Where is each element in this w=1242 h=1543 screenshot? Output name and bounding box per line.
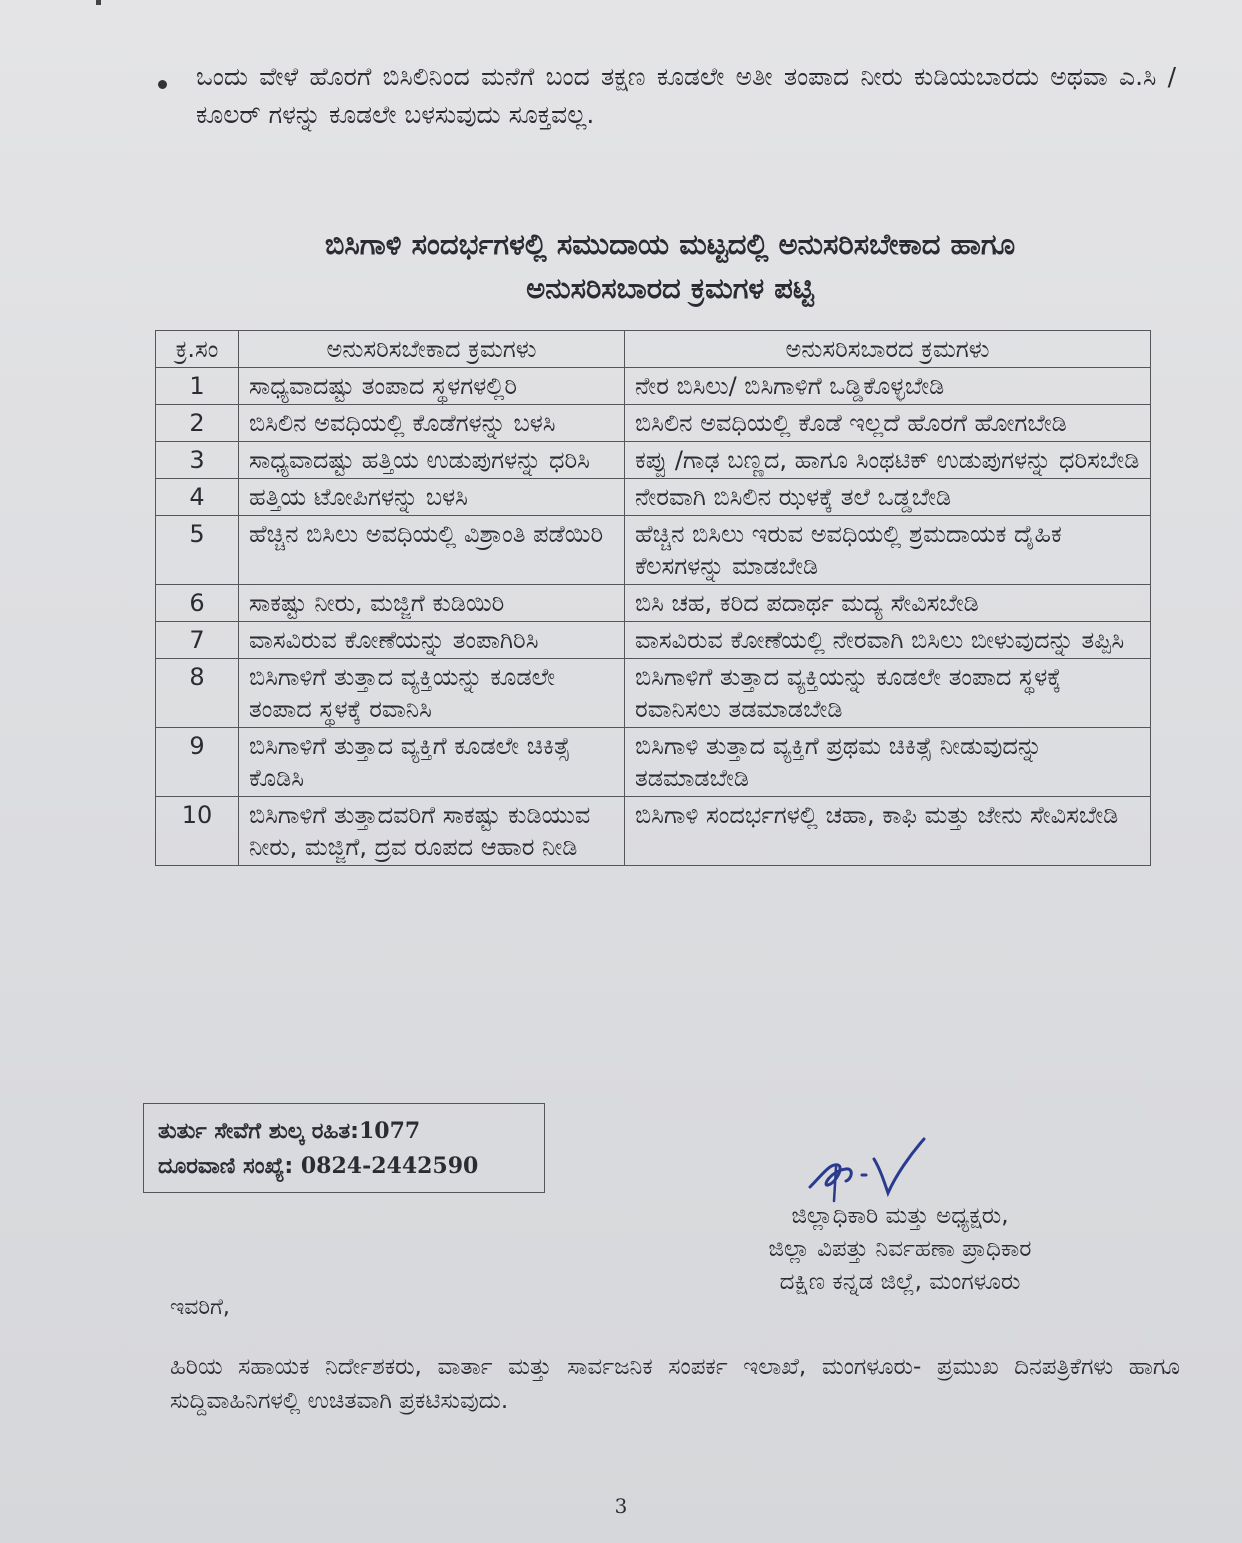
table-row: [156, 479, 1151, 516]
table-row: [156, 622, 1151, 659]
phone-line: [158, 1149, 530, 1184]
publication-note: ಹಿರಿಯ ಸಹಾಯಕ ನಿರ್ದೇಶಕರು, ವಾರ್ತಾ ಮತ್ತು ಸಾರ್ವಜನಿಕ ಸಂಪರ್ಕ ಇಲಾಖೆ, ಮಂಗಳೂರು- ಪ್ರಮುಖ ದಿನಪತ್ರಿಕೆಗಳು ಹಾಗೂ ಸುದ್ದಿವಾಹಿನಿಗಳಲ್ಲಿ ಉಚಿತವಾಗಿ ಪ್ರಕಟಿಸುವುದು.: [170, 1354, 1180, 1414]
row-do: ಬಿಸಿಗಾಳಿಗೆ ತುತ್ತಾದ ವ್ಯಕ್ತಿಗೆ ಕೂಡಲೇ ಚಿಕಿತ್ಸೆ ಕೊಡಿಸಿ: [239, 728, 625, 797]
row-dont: ನೇರ ಬಿಸಿಲು/ ಬಿಸಿಗಾಳಿಗೆ ಒಡ್ಡಿಕೊಳ್ಳಬೇಡಿ: [625, 368, 1151, 405]
table-row: [156, 405, 1151, 442]
row-number: 4: [156, 479, 239, 516]
table-row: [156, 659, 1151, 728]
emergency-label: ತುರ್ತು ಸೇವೆಗೆ ಶುಲ್ಕ ರಹಿತ:: [158, 1119, 359, 1144]
row-number: 5: [156, 516, 239, 585]
table-row: [156, 585, 1151, 622]
row-do: ಬಿಸಿಗಾಳಿಗೆ ತುತ್ತಾದವರಿಗೆ ಸಾಕಷ್ಟು ಕುಡಿಯುವ ನೀರು, ಮಜ್ಜಿಗೆ, ದ್ರವ ರೂಪದ ಆಹಾರ ನೀಡಿ: [239, 797, 625, 866]
table-row: [156, 442, 1151, 479]
row-number: 2: [156, 405, 239, 442]
row-do: ಸಾಕಷ್ಟು ನೀರು, ಮಜ್ಜಿಗೆ ಕುಡಿಯಿರಿ: [239, 585, 625, 622]
header-serial: ಕ್ರ.ಸಂ: [156, 331, 239, 368]
emergency-number: 1077: [358, 1118, 421, 1144]
page-number: 3: [614, 1494, 628, 1518]
bullet-icon: [158, 80, 167, 89]
table-row: [156, 797, 1151, 866]
row-dont: ಬಿಸಿಗಾಳಿಗೆ ತುತ್ತಾದ ವ್ಯಕ್ತಿಯನ್ನು ಕೂಡಲೇ ತಂಪಾದ ಸ್ಥಳಕ್ಕೆ ರವಾನಿಸಲು ತಡಮಾಡಬೇಡಿ: [625, 659, 1151, 728]
recipient-label: ಇವರಿಗೆ,: [170, 1295, 230, 1320]
row-number: 1: [156, 368, 239, 405]
heading-line-2: ಅನುಸರಿಸಬಾರದ ಕ್ರಮಗಳ ಪಟ್ಟಿ: [526, 271, 814, 305]
signature-image: [800, 1135, 940, 1209]
helpline-box: [143, 1103, 545, 1193]
row-do: ಹೆಚ್ಚಿನ ಬಿಸಿಲು ಅವಧಿಯಲ್ಲಿ ವಿಶ್ರಾಂತಿ ಪಡೆಯಿರಿ: [239, 516, 625, 585]
row-dont: ನೇರವಾಗಿ ಬಿಸಿಲಿನ ಝಳಕ್ಕೆ ತಲೆ ಒಡ್ಡಬೇಡಿ: [625, 479, 1151, 516]
signatory-block: [650, 1200, 1150, 1299]
signatory-line-3: ದಕ್ಷಿಣ ಕನ್ನಡ ಜಿಲ್ಲೆ, ಮಂಗಳೂರು: [779, 1269, 1021, 1295]
row-dont: ಹೆಚ್ಚಿನ ಬಿಸಿಲು ಇರುವ ಅವಧಿಯಲ್ಲಿ ಶ್ರಮದಾಯಕ ದೈಹಿಕ ಕೆಲಸಗಳನ್ನು ಮಾಡಬೇಡಿ: [625, 516, 1151, 585]
row-number: 9: [156, 728, 239, 797]
row-number: 6: [156, 585, 239, 622]
row-number: 8: [156, 659, 239, 728]
row-do: ವಾಸವಿರುವ ಕೋಣೆಯನ್ನು ತಂಪಾಗಿರಿಸಿ: [239, 622, 625, 659]
emergency-line: [158, 1114, 530, 1149]
row-do: ಬಿಸಿಲಿನ ಅವಧಿಯಲ್ಲಿ ಕೊಡೆಗಳನ್ನು ಬಳಸಿ: [239, 405, 625, 442]
table-header-row: [156, 331, 1151, 368]
scan-mark: [96, 0, 101, 5]
row-number: 3: [156, 442, 239, 479]
dos-donts-table: [155, 330, 1151, 866]
row-do: ಬಿಸಿಗಾಳಿಗೆ ತುತ್ತಾದ ವ್ಯಕ್ತಿಯನ್ನು ಕೂಡಲೇ ತಂಪಾದ ಸ್ಥಳಕ್ಕೆ ರವಾನಿಸಿ: [239, 659, 625, 728]
row-do: ಹತ್ತಿಯ ಟೋಪಿಗಳನ್ನು ಬಳಸಿ: [239, 479, 625, 516]
phone-number: 0824-2442590: [300, 1153, 479, 1179]
row-do: ಸಾಧ್ಯವಾದಷ್ಟು ಹತ್ತಿಯ ಉಡುಪುಗಳನ್ನು ಧರಿಸಿ: [239, 442, 625, 479]
table-heading: [140, 222, 1200, 310]
heading-line-1: ಬಿಸಿಗಾಳಿ ಸಂದರ್ಭಗಳಲ್ಲಿ ಸಮುದಾಯ ಮಟ್ಟದಲ್ಲಿ ಅನುಸರಿಸಬೇಕಾದ ಹಾಗೂ: [324, 227, 1016, 261]
bullet-text: ಒಂದು ವೇಳೆ ಹೊರಗೆ ಬಿಸಿಲಿನಿಂದ ಮನೆಗೆ ಬಂದ ತಕ್ಷಣ ಕೂಡಲೇ ಅತೀ ತಂಪಾದ ನೀರು ಕುಡಿಯಬಾರದು ಅಥವಾ ಎ.ಸಿ /ಕೂಲರ್ ಗಳನ್ನು ಕೂಡಲೇ ಬಳಸುವುದು ಸೂಕ್ತವಲ್ಲ.: [196, 62, 1176, 129]
table-row: [156, 516, 1151, 585]
row-dont: ಕಪ್ಪು /ಗಾಢ ಬಣ್ಣದ, ಹಾಗೂ ಸಿಂಥಟಿಕ್ ಉಡುಪುಗಳನ್ನು ಧರಿಸಬೇಡಿ: [625, 442, 1151, 479]
row-number: 7: [156, 622, 239, 659]
header-dos: ಅನುಸರಿಸಬೇಕಾದ ಕ್ರಮಗಳು: [239, 331, 625, 368]
row-number: 10: [156, 797, 239, 866]
row-dont: ಬಿಸಿಗಾಳಿ ತುತ್ತಾದ ವ್ಯಕ್ತಿಗೆ ಪ್ರಥಮ ಚಿಕಿತ್ಸೆ ನೀಡುವುದನ್ನು ತಡಮಾಡಬೇಡಿ: [625, 728, 1151, 797]
header-donts: ಅನುಸರಿಸಬಾರದ ಕ್ರಮಗಳು: [625, 331, 1151, 368]
signatory-line-2: ಜಿಲ್ಲಾ ವಿಪತ್ತು ನಿರ್ವಹಣಾ ಪ್ರಾಧಿಕಾರ: [768, 1236, 1032, 1262]
phone-label: ದೂರವಾಣಿ ಸಂಖ್ಯೆ:: [158, 1154, 301, 1179]
row-dont: ಬಿಸಿಗಾಳಿ ಸಂದರ್ಭಗಳಲ್ಲಿ ಚಹಾ, ಕಾಫಿ ಮತ್ತು ಜೇನು ಸೇವಿಸಬೇಡಿ: [625, 797, 1151, 866]
signatory-line-1: ಜಿಲ್ಲಾಧಿಕಾರಿ ಮತ್ತು ಅಧ್ಯಕ್ಷರು,: [791, 1203, 1009, 1229]
row-dont: ಬಿಸಿಲಿನ ಅವಧಿಯಲ್ಲಿ ಕೊಡೆ ಇಲ್ಲದೆ ಹೊರಗೆ ಹೋಗಬೇಡಿ: [625, 405, 1151, 442]
row-dont: ವಾಸವಿರುವ ಕೋಣೆಯಲ್ಲಿ ನೇರವಾಗಿ ಬಿಸಿಲು ಬೀಳುವುದನ್ನು ತಪ್ಪಿಸಿ: [625, 622, 1151, 659]
row-dont: ಬಿಸಿ ಚಹ, ಕರಿದ ಪದಾರ್ಥ ಮದ್ಯ ಸೇವಿಸಬೇಡಿ: [625, 585, 1151, 622]
row-do: ಸಾಧ್ಯವಾದಷ್ಟು ತಂಪಾದ ಸ್ಥಳಗಳಲ್ಲಿರಿ: [239, 368, 625, 405]
table-row: [156, 368, 1151, 405]
table-row: [156, 728, 1151, 797]
